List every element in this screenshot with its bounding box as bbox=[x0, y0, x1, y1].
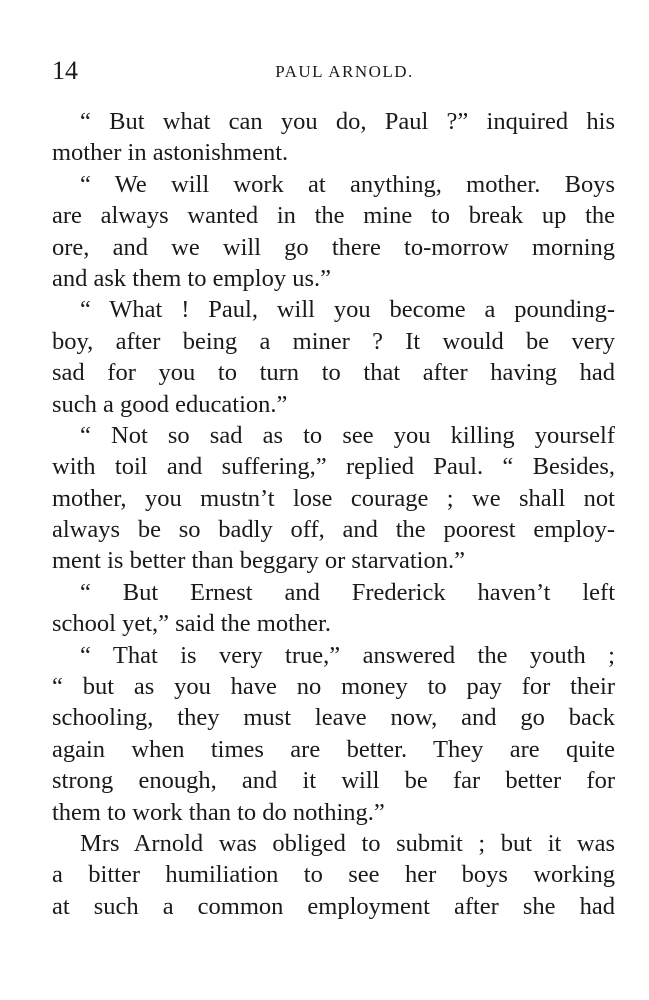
text-line: sad for you to turn to that after having had bbox=[52, 359, 615, 387]
running-title: PAUL ARNOLD. bbox=[275, 62, 414, 81]
text-line: are always wanted in the mine to break up the bbox=[52, 202, 615, 230]
text-line: “ That is very true,” answered the youth ; bbox=[80, 641, 615, 669]
text-line: with toil and suffering,” replied Paul. “ Besides, bbox=[52, 453, 615, 481]
text-line: mother in astonishment. bbox=[52, 139, 289, 167]
text-line: “ But what can you do, Paul ?” inquired his bbox=[80, 108, 615, 135]
text-line: ment is better than beggary or starvation.” bbox=[52, 547, 465, 575]
text-line: “ What ! Paul, will you become a pounding- bbox=[80, 296, 615, 324]
text-line: mother, you mustn’t lose courage ; we shall not bbox=[52, 484, 615, 512]
text-line: such a good education.” bbox=[52, 390, 288, 418]
text-line: them to work than to do nothing.” bbox=[52, 798, 385, 826]
text-line: always be so badly off, and the poorest employ- bbox=[52, 516, 615, 544]
text-line: “ but as you have no money to pay for their bbox=[52, 673, 615, 701]
page-number: 14 bbox=[52, 56, 78, 85]
text-line: school yet,” said the mother. bbox=[52, 610, 331, 638]
text-line: schooling, they must leave now, and go back bbox=[52, 704, 615, 732]
text-line: and ask them to employ us.” bbox=[52, 264, 331, 292]
text-line: ore, and we will go there to-morrow morning bbox=[52, 233, 615, 261]
text-line: “ But Ernest and Frederick haven’t left bbox=[80, 578, 615, 606]
text-line: at such a common employment after she had bbox=[52, 892, 615, 920]
text-line: a bitter humiliation to see her boys working bbox=[52, 861, 615, 889]
running-head bbox=[52, 56, 615, 86]
text-line: “ Not so sad as to see you killing yourself bbox=[80, 421, 615, 449]
body-text bbox=[52, 106, 615, 922]
text-line: boy, after being a miner ? It would be very bbox=[52, 327, 615, 355]
text-line: strong enough, and it will be far better for bbox=[52, 767, 615, 795]
text-line: again when times are better. They are quite bbox=[52, 735, 615, 763]
text-line: “ We will work at anything, mother. Boys bbox=[80, 170, 615, 198]
text-line: Mrs Arnold was obliged to submit ; but it was bbox=[80, 829, 615, 857]
